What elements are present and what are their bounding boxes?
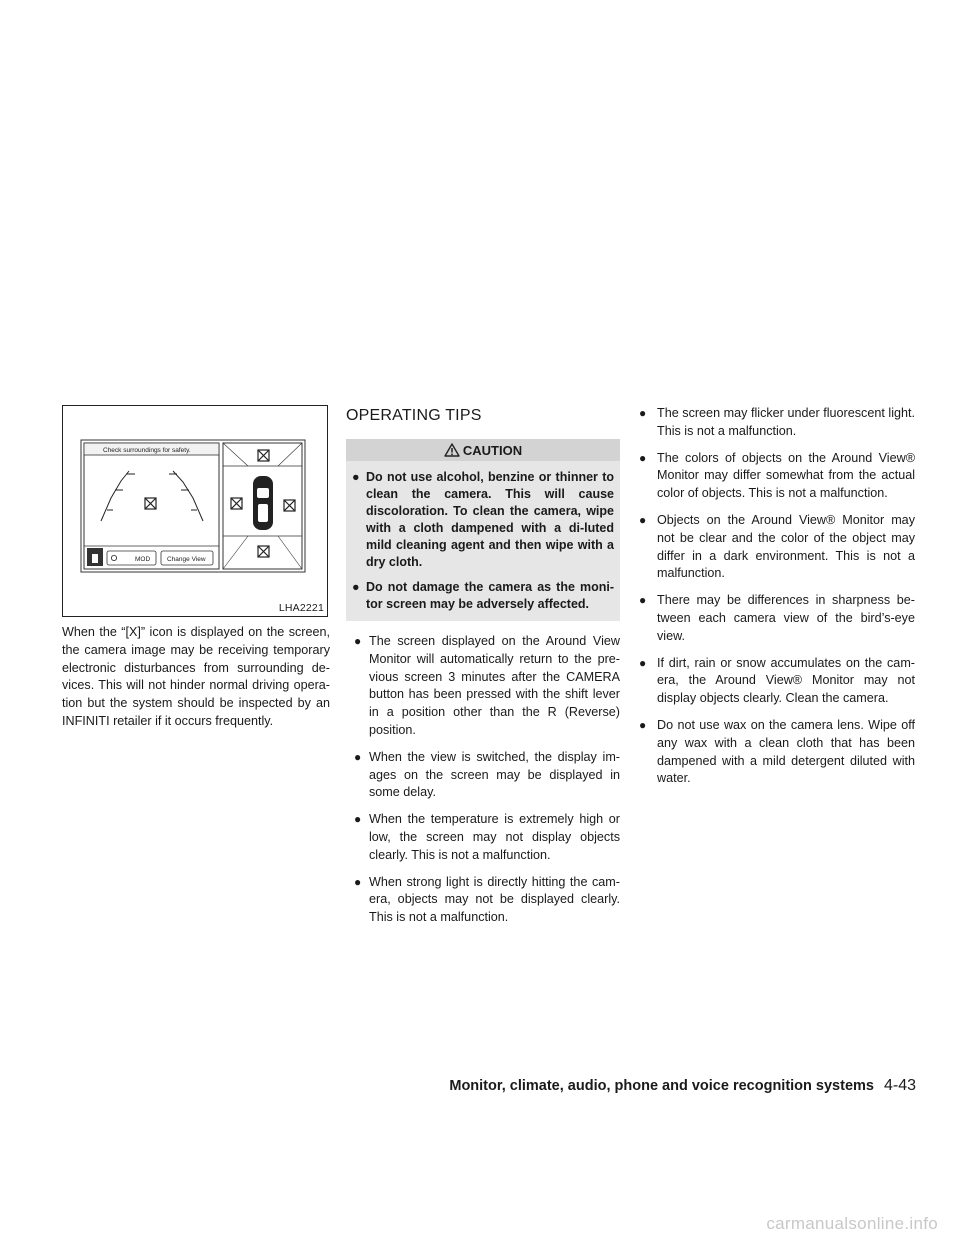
caution-box (346, 439, 620, 621)
tip-text: When the temperature is extremely high or low, the screen may not display objects clearly. This is not a malfunction. (369, 812, 620, 862)
caution-title: CAUTION (462, 442, 523, 458)
screen-message: Check surroundings for safety. (103, 447, 191, 454)
tip-text: There may be differences in sharpness be-tween each camera view of the bird’s-eye view. (657, 593, 915, 643)
bullet: ● (354, 634, 362, 648)
x-icon-left (231, 498, 242, 509)
caution-item (352, 579, 614, 613)
tip-text: If dirt, rain or snow accumulates on the cam-era, the Around View® Monitor may not display objects clearly. Clean the camera. (657, 655, 915, 706)
tip-item (639, 592, 915, 645)
mod-label: MOD (135, 556, 151, 563)
bullet: ● (639, 512, 647, 527)
caution-header (346, 439, 620, 461)
figure-code: LHA2221 (278, 602, 324, 614)
x-icon-right (284, 500, 295, 511)
bullet: ● (639, 717, 647, 732)
tip-text: When the view is switched, the display im-ages on the screen may be displayed in some delay. (369, 749, 620, 800)
sonar-icon (87, 548, 103, 566)
tip-text: The screen may flicker under fluorescent light. This is not a malfunction. (657, 406, 915, 438)
tip-text: Objects on the Around View® Monitor may not be clear and the color of the object may differ in a dark environment. This is not a malfunction. (657, 512, 915, 581)
chapter-title: Monitor, climate, audio, phone and voice recognition systems (449, 1078, 874, 1094)
tip-item (639, 512, 915, 583)
caution-text: Do not use alcohol, benzine or thinner to clean the camera. This will cause discoloration. To clean the camera, wipe with a cloth dampened with a di-luted mild cleaning agent and then wipe with a dry cloth. (366, 470, 614, 569)
tip-item (346, 811, 620, 864)
bullet: ● (352, 470, 360, 484)
tip-text: The colors of objects on the Around View® Monitor may differ somewhat from the actual color of objects. This is not a malfunction. (657, 450, 915, 501)
left-column (62, 405, 330, 731)
x-icon-paragraph: When the “[X]” icon is displayed on the screen, the camera image may be receiving temporary electronic disturbances from surrounding de-vices. This will not hinder normal driving opera-tion but the system should be inspected by an INFINITI retailer if it occurs frequently. (62, 625, 330, 728)
right-column (639, 405, 915, 797)
tip-item (639, 717, 915, 788)
bullet: ● (354, 749, 362, 764)
around-view-screen-illustration (63, 406, 327, 616)
tip-item (639, 450, 915, 503)
warning-triangle-icon (444, 443, 460, 457)
tip-text: When strong light is directly hitting the cam-era, objects may not be displayed clearly. This is not a malfunction. (369, 874, 620, 925)
x-icon (145, 498, 156, 509)
tip-item (346, 874, 620, 927)
middle-column (346, 405, 620, 936)
caution-text: Do not damage the camera as the moni-tor screen may be adversely affected. (366, 580, 614, 611)
vehicle-icon (253, 476, 273, 530)
bullet: ● (354, 812, 362, 827)
tip-text: Do not use wax on the camera lens. Wipe off any wax with a clean cloth that has been dampened with a mild detergent diluted with water. (657, 717, 915, 786)
watermark: carmanualsonline.info (766, 1214, 938, 1233)
page-footer (449, 1077, 916, 1095)
x-icon-rear (258, 546, 269, 557)
bullet: ● (639, 406, 647, 420)
page-number: 4-43 (883, 1077, 916, 1094)
around-view-figure (62, 405, 328, 617)
tip-item (346, 633, 620, 740)
tip-text: The screen displayed on the Around View Monitor will automatically return to the pre-vious screen 3 minutes after the CAMERA button has been pressed with the shift lever in a position other than the R (Reverse) position. (369, 634, 620, 737)
tip-item (639, 655, 915, 708)
bullet: ● (354, 874, 362, 889)
change-view-label: Change View (167, 556, 206, 563)
bullet: ● (352, 580, 360, 594)
bullet: ● (639, 593, 647, 608)
x-icon-front (258, 450, 269, 461)
section-title: OPERATING TIPS (346, 407, 482, 424)
bullet: ● (639, 450, 647, 465)
caution-item (352, 469, 614, 571)
tip-item (346, 749, 620, 802)
bullet: ● (639, 655, 647, 670)
tip-item (639, 405, 915, 441)
